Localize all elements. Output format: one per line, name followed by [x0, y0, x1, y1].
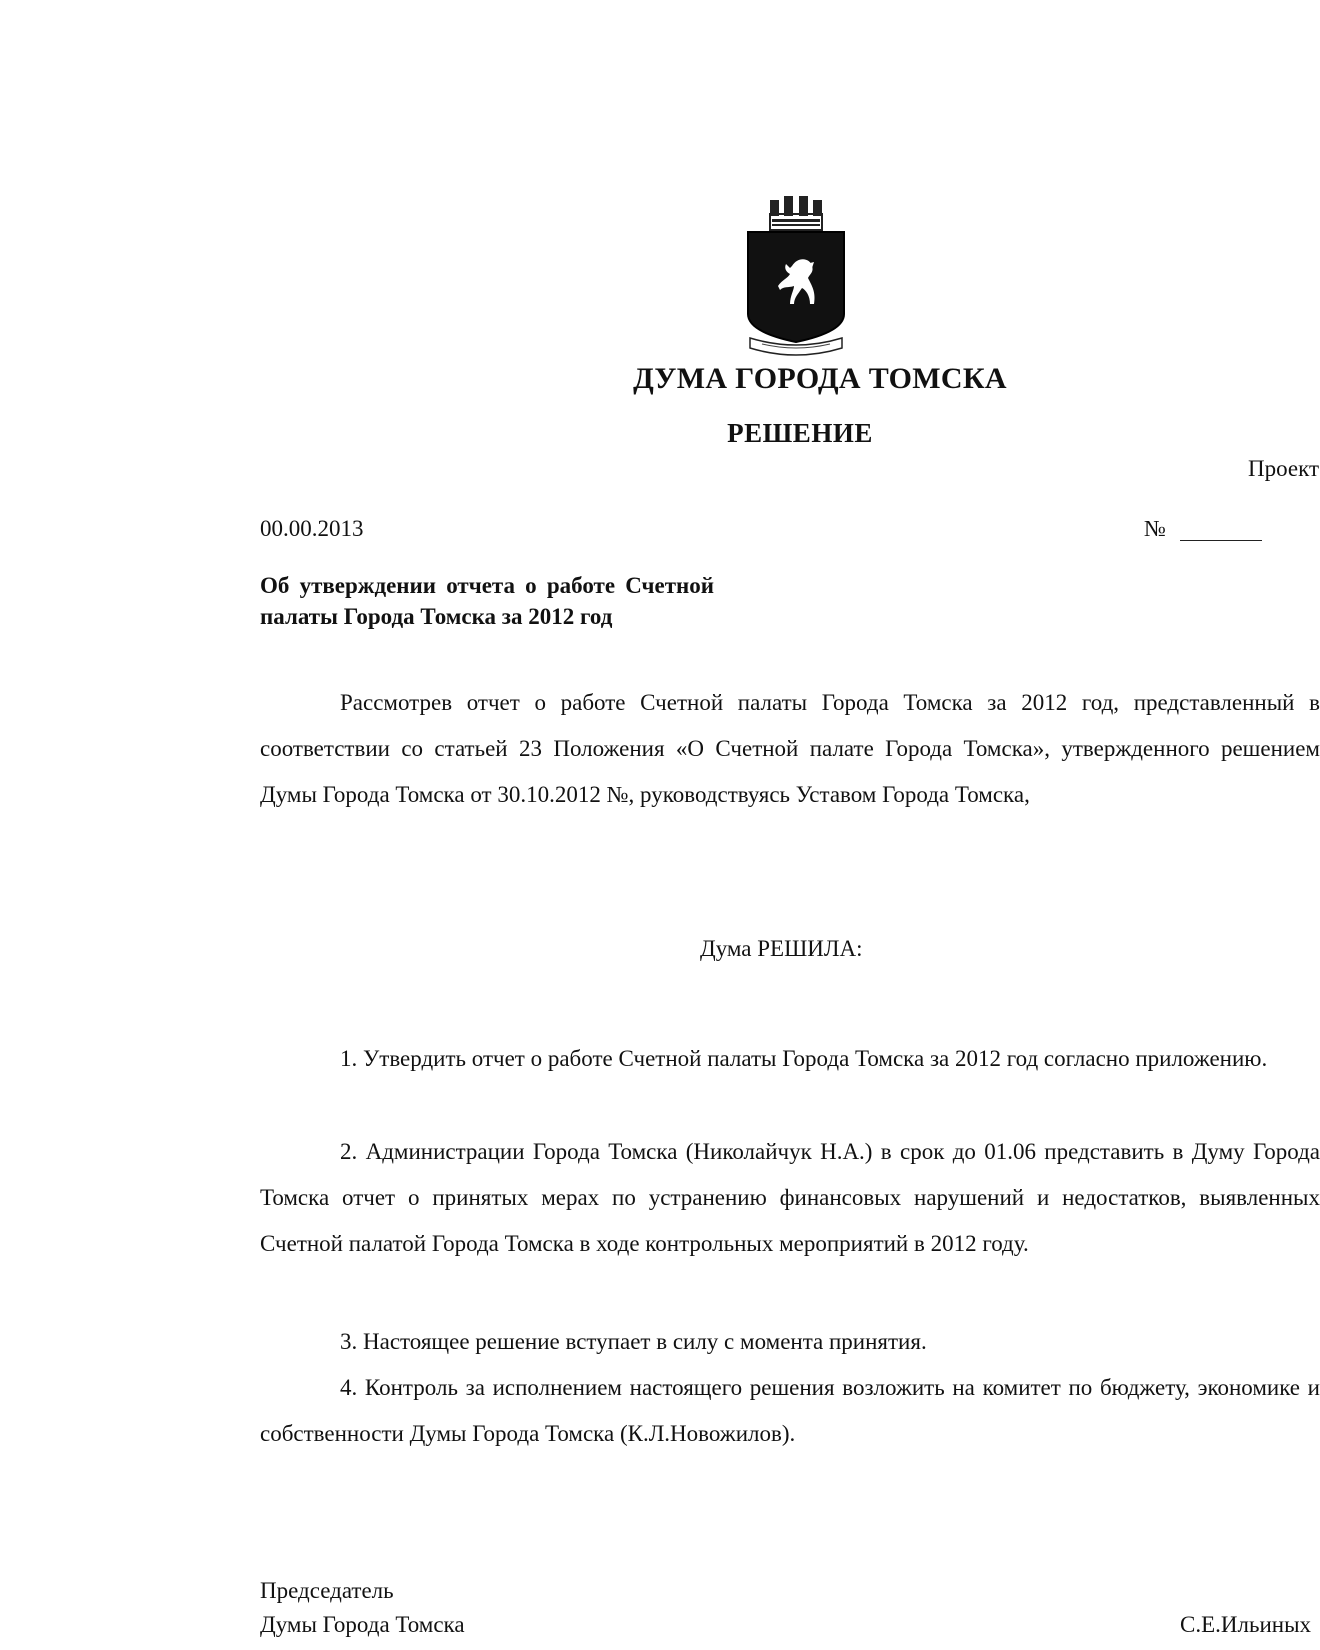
- document-number-blank: [1180, 540, 1262, 541]
- document-type-heading: РЕШЕНИЕ: [727, 418, 873, 448]
- resolution-item: 4. Контроль за исполнением настоящего решения возложить на комитет по бюджету, экономике и собственности Думы Города Томска (К.Л.Новожилов).: [260, 1375, 1320, 1446]
- resolution-item: 2. Администрации Города Томска (Николайчук Н.А.) в срок до 01.06 представить в Думу Города Томска отчет о принятых мерах по устранению финансовых нарушений и недостатков, выявленных Счетной палатой Города Томска в ходе контрольных мероприятий в 2012 году.: [260, 1139, 1320, 1256]
- signatory-title-line-2: Думы Города Томска: [260, 1612, 465, 1637]
- resolved-heading: Дума РЕШИЛА:: [700, 936, 863, 961]
- project-mark: Проект: [1248, 456, 1320, 481]
- document-date: 00.00.2013: [260, 516, 364, 541]
- document-number-label: №: [1144, 516, 1166, 541]
- organization-title: ДУМА ГОРОДА ТОМСКА: [633, 362, 1007, 395]
- resolution-item: 1. Утвердить отчет о работе Счетной палаты Города Томска за 2012 год согласно приложению.: [340, 1046, 1268, 1071]
- document-subject: Об утверждении отчета о работе Счетной палаты Города Томска за 2012 год: [260, 573, 714, 629]
- resolution-item: 3. Настоящее решение вступает в силу с момента принятия.: [340, 1329, 927, 1354]
- coat-of-arms-icon: [740, 192, 852, 362]
- preamble-paragraph: Рассмотрев отчет о работе Счетной палаты Города Томска за 2012 год, представленный в соответствии со статьей 23 Положения «О Счетной палате Города Томска», утвержденного решением Думы Города Томска от 30.10.2012 №, руководствуясь Уставом Города Томска,: [260, 690, 1320, 807]
- signatory-name: С.Е.Ильиных: [1180, 1612, 1312, 1637]
- signatory-title-line-1: Председатель: [260, 1578, 394, 1603]
